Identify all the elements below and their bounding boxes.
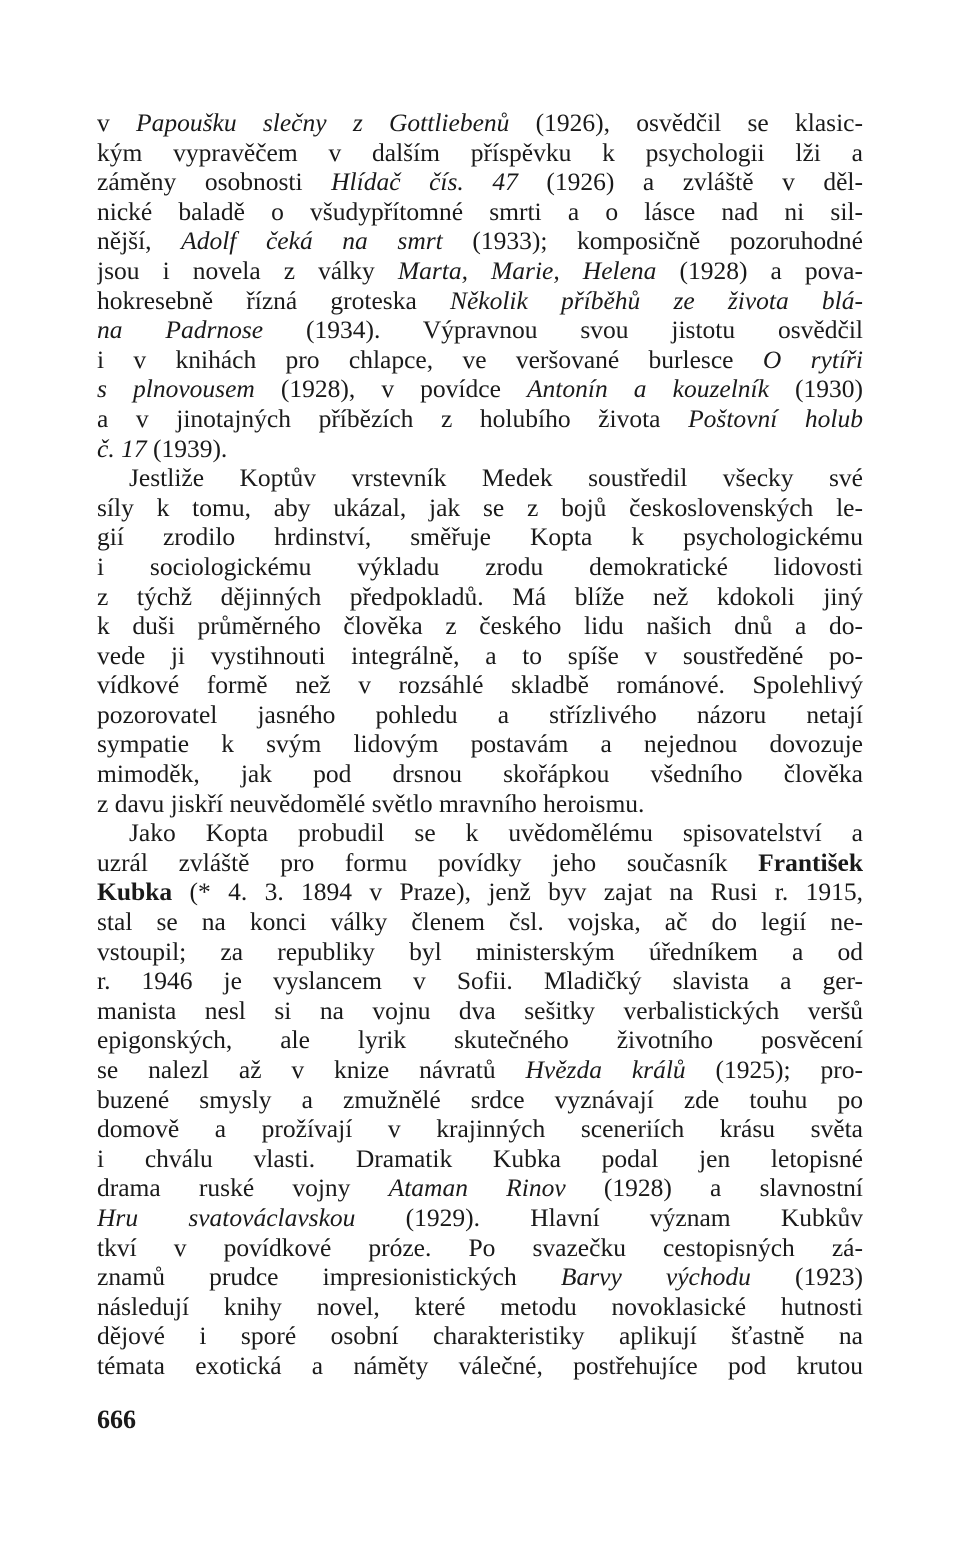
text-run: Jestliže Koptův vrstevník Medek soustředil všecky své <box>129 463 863 493</box>
text-line <box>97 552 863 582</box>
text-run: vede ji vystihnouti integrálně, a to spíše v soustředěné po- <box>97 640 863 670</box>
bold-name: Kubka <box>97 877 173 907</box>
text-line <box>97 493 863 523</box>
text-run: manista nesl si na vojnu dva sešitky verbalistických veršů <box>97 995 863 1025</box>
text-run: (1928), v povídce <box>254 374 527 404</box>
text-run: a v jinotajných příbězích z holubího života <box>97 403 689 433</box>
text-run: (1933); komposičně pozoruhodné <box>442 226 863 256</box>
text-line <box>97 1114 863 1144</box>
text-run: hokresebně řízná groteska <box>97 285 450 315</box>
text-line <box>97 108 863 138</box>
text-line <box>97 463 863 493</box>
text-run: (* 4. 3. 1894 v Praze), jenž byv zajat na Rusi r. 1915, <box>172 877 863 907</box>
text-run: (1930) <box>768 374 863 404</box>
text-line <box>97 966 863 996</box>
text-run: nější, <box>97 226 182 256</box>
text-run: (1926), osvědčil se klasic- <box>509 108 863 137</box>
text-run: k duši průměrného člověka z českého lidu našich dnů a do- <box>97 611 863 641</box>
text-run: pozorovatel jasného pohledu a střízlivého názoru netají <box>97 699 863 729</box>
text-run: následují knihy novel, které metodu novoklasické hutnosti <box>97 1291 863 1321</box>
text-run: se nalezl až v knize návratů <box>97 1055 526 1084</box>
text-line <box>97 670 863 700</box>
text-run: (1929). Hlavní význam Kubkův <box>355 1202 863 1232</box>
text-run: znamů prudce impresionistických <box>97 1262 561 1292</box>
text-run: jsou i novela z války <box>97 255 398 285</box>
text-run: drama ruské vojny <box>97 1173 389 1203</box>
text-run: z týchž dějinných předpokladů. Má blíže než kdokoli jiný <box>97 581 863 611</box>
text-run: nické baladě o všudypřítomné smrti a o lásce nad ni sil- <box>97 196 863 226</box>
text-run: (1928) a slavnostní <box>565 1173 863 1203</box>
text-run: vídkové formě než v rozsáhlé skladbě románové. Spolehlivý <box>97 670 863 700</box>
text-line <box>97 1055 863 1085</box>
text-line <box>97 315 863 345</box>
text-run: síly k tomu, aby ukázal, jak se z bojů československých le- <box>97 492 863 522</box>
text-run: i sociologickému výkladu zrodu demokratické lidovosti <box>97 551 863 581</box>
text-run: (1928) a pova- <box>656 255 863 285</box>
text-run: i chválu vlasti. Dramatik Kubka podal jen letopisné <box>97 1143 863 1173</box>
text-line <box>97 197 863 227</box>
text-run: kým vypravěčem v dalším příspěvku k psychologii lži a <box>97 137 863 167</box>
italic-title: Antonín a kouzelník <box>526 374 769 404</box>
text-line <box>97 700 863 730</box>
text-run: (1926) a zvláště v děl- <box>517 167 863 197</box>
italic-title: Hvězda králů <box>525 1055 686 1084</box>
text-line <box>97 138 863 168</box>
text-line <box>97 996 863 1026</box>
text-run: dějové i sporé osobní charakteristiky aplikují šťastně na <box>97 1321 863 1351</box>
text-run: vstoupil; za republiky byl ministerským úředníkem a od <box>97 936 863 966</box>
italic-title: č. 17 <box>97 433 147 463</box>
italic-title: Hru svatováclavskou <box>97 1202 356 1232</box>
book-page-text <box>97 108 863 1381</box>
page-number: 666 <box>97 1405 136 1434</box>
text-line <box>97 582 863 612</box>
text-line <box>97 522 863 552</box>
text-run: epigonských, ale lyrik skutečného životního posvěcení <box>97 1025 863 1055</box>
text-line <box>97 641 863 671</box>
text-run: (1923) <box>750 1262 863 1292</box>
text-line <box>97 937 863 967</box>
text-line <box>97 404 863 434</box>
italic-title: Papoušku slečny z Gottliebenů <box>136 108 510 137</box>
text-line <box>97 434 863 464</box>
text-line <box>97 286 863 316</box>
text-run: z davu jiskří neuvědomělé světlo mravního heroismu. <box>97 788 645 818</box>
italic-title: Marta, Marie, Helena <box>397 255 657 285</box>
text-line <box>97 818 863 848</box>
text-line <box>97 789 863 819</box>
text-run: záměny osobnosti <box>97 167 332 197</box>
text-run: r. 1946 je vyslancem v Sofii. Mladičký slavista a ger- <box>97 966 863 996</box>
text-run: i v knihách pro chlapce, ve veršované burlesce <box>97 344 763 374</box>
text-run: tkví v povídkové próze. Po svazečku cestopisných zá- <box>97 1232 863 1262</box>
italic-title: Poštovní holub <box>688 403 863 433</box>
text-run: mimoděk, jak pod drsnou skořápkou všedního člověka <box>97 759 863 789</box>
text-line <box>97 345 863 375</box>
text-line <box>97 1262 863 1292</box>
italic-title: Hlídač čís. 47 <box>331 167 518 197</box>
text-run: (1925); pro- <box>685 1055 863 1084</box>
text-line <box>97 1292 863 1322</box>
text-run: v <box>97 108 137 137</box>
italic-title: O rytíři <box>762 344 863 374</box>
text-run: Jako Kopta probudil se k uvědomělému spisovatelství a <box>129 818 863 848</box>
italic-title: Několik příběhů ze života blá- <box>449 285 863 315</box>
text-run: gií zrodilo hrdinství, směřuje Kopta k psychologickému <box>97 522 863 552</box>
text-run: domově a prožívají v krajinných sceneriích krásu světa <box>97 1114 863 1144</box>
italic-title: s plnovousem <box>97 374 255 404</box>
text-line <box>97 848 863 878</box>
text-line <box>97 907 863 937</box>
text-run: (1934). Výpravnou svou jistotu osvědčil <box>263 315 863 345</box>
text-line <box>97 256 863 286</box>
text-line <box>97 729 863 759</box>
bold-name: František <box>758 847 863 877</box>
text-line <box>97 877 863 907</box>
text-line <box>97 1233 863 1263</box>
italic-title: Adolf čeká na smrt <box>181 226 443 256</box>
text-line <box>97 1351 863 1381</box>
text-line <box>97 1203 863 1233</box>
text-line <box>97 1173 863 1203</box>
italic-title: na Padrnose <box>97 315 264 345</box>
text-run: uzrál zvláště pro formu povídky jeho současník <box>97 847 759 877</box>
text-line <box>97 1321 863 1351</box>
text-run: (1939). <box>146 433 228 463</box>
italic-title: Barvy východu <box>560 1262 751 1292</box>
text-run: sympatie k svým lidovým postavám a nejednou dovozuje <box>97 729 863 759</box>
text-line <box>97 611 863 641</box>
text-line <box>97 759 863 789</box>
text-line <box>97 167 863 197</box>
text-line <box>97 1144 863 1174</box>
text-run: stal se na konci války členem čsl. vojska, ač do legií ne- <box>97 907 863 937</box>
italic-title: Ataman Rinov <box>388 1173 566 1203</box>
text-run: buzené smysly a zmužnělé srdce vyznávají zde touhu po <box>97 1084 863 1114</box>
text-line <box>97 1085 863 1115</box>
text-line <box>97 1025 863 1055</box>
text-run: témata exotická a náměty válečné, postřehujíce pod krutou <box>97 1350 863 1380</box>
text-line <box>97 226 863 256</box>
text-line <box>97 374 863 404</box>
